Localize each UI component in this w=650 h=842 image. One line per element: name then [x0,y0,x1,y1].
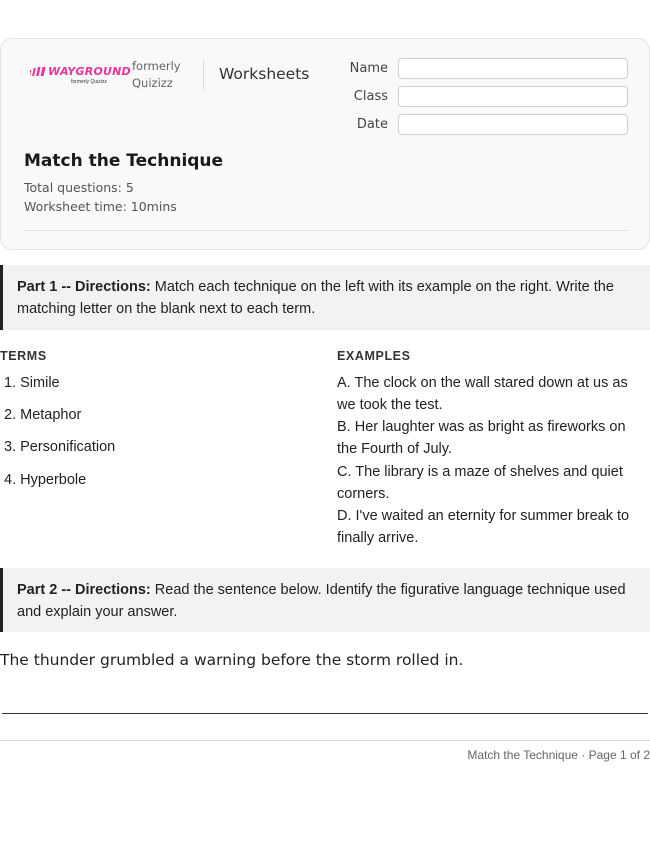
part1-directions [0,265,650,330]
header-divider [203,59,204,90]
part2-heading: Part 2 -- Directions: [17,582,151,598]
part1-heading: Part 1 -- Directions: [17,279,151,295]
name-field[interactable] [398,58,628,79]
example-item: D. I've waited an eternity for summer break to finally arrive. [337,508,630,546]
example-item: B. Her laughter was as bright as fireworks on the Fourth of July. [337,419,626,457]
example-item: C. The library is a maze of shelves and quiet corners. [337,464,623,502]
worksheet-time: Worksheet time: 10mins [24,199,177,214]
product-label: Worksheets [219,65,310,83]
part2-directions [0,568,650,632]
examples-header: EXAMPLES [337,349,411,363]
class-label: Class [353,89,388,104]
footer-rule [0,740,650,741]
wayground-logo [30,65,131,87]
date-label: Date [356,117,388,132]
header-rule [24,230,628,231]
name-label: Name [349,61,388,76]
part2-text: Read the sentence below. Identify the figurative language technique used and explain your answer. [17,582,626,620]
class-field[interactable] [398,86,628,107]
term-item: 1. Simile [4,375,60,391]
logo-wordmark: WAYGROUND [48,65,131,78]
part1-text: Match each technique on the left with its example on the right. Write the matching letter on the blank next to each term. [17,279,614,317]
worksheet-header-card [0,38,650,250]
question-sentence: The thunder grumbled a warning before the storm rolled in. [0,651,464,669]
total-questions: Total questions: 5 [24,180,134,195]
logo-subtext: formerly Quizizz [71,79,107,85]
term-item: 3. Personification [4,439,116,455]
terms-header: TERMS [0,349,47,363]
date-field[interactable] [398,114,628,135]
formerly-label: formerly Quizizz [132,59,181,90]
worksheet-title: Match the Technique [24,151,224,171]
example-item: A. The clock on the wall stared down at us as we took the test. [337,375,628,413]
term-item: 4. Hyperbole [4,472,87,488]
page-footer: Match the Technique · Page 1 of 2 [467,748,650,762]
answer-line[interactable] [2,713,648,714]
wayground-mark-icon [30,67,46,77]
term-item: 2. Metaphor [4,407,82,423]
